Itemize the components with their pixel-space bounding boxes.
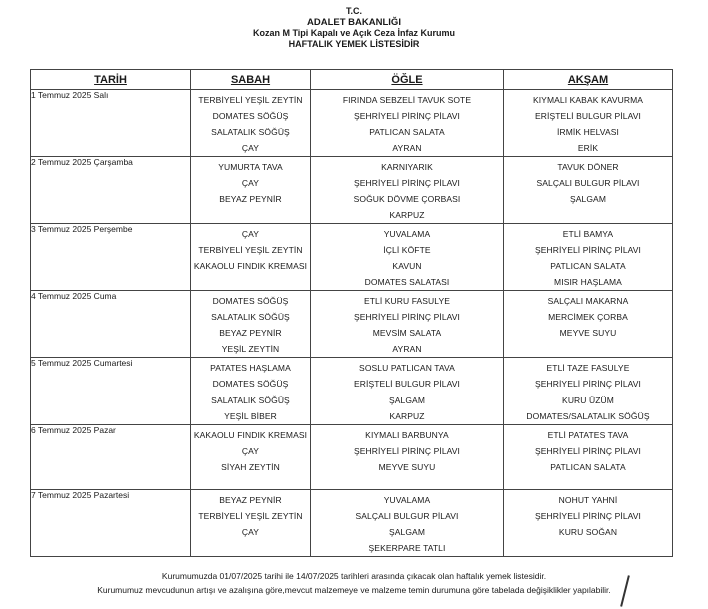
menu-item: KURU SOĞAN (558, 527, 618, 537)
menu-item: MERCİMEK ÇORBA (548, 312, 628, 322)
ogle-cell (311, 291, 504, 358)
table-row (31, 291, 673, 358)
menu-item: ŞEHRİYELİ PİRİNÇ PİLAVI (353, 111, 461, 121)
menu-item: KAKAOLU FINDIK KREMASI (193, 430, 308, 440)
menu-item: BEYAZ PEYNİR (219, 194, 282, 204)
header-institution: Kozan M Tipi Kapalı ve Açık Ceza İnfaz Kurumu (252, 28, 456, 38)
day-date: 5 Temmuz 2025 Cumartesi (31, 358, 191, 425)
menu-item: ÇAY (241, 143, 260, 153)
column-header-date: TARİH (31, 70, 191, 90)
menu-item: PATLICAN SALATA (550, 462, 626, 472)
table-row (31, 490, 673, 557)
table-row (31, 157, 673, 224)
menu-item: FIRINDA SEBZELİ TAVUK SOTE (342, 95, 472, 105)
menu-item: PATATES HAŞLAMA (210, 363, 291, 373)
menu-item: SOSLU PATLICAN TAVA (359, 363, 455, 373)
sabah-cell (191, 425, 311, 490)
column-header-aksam: AKŞAM (504, 70, 673, 90)
menu-item: DOMATES/SALATALIK SÖĞÜŞ (526, 411, 650, 421)
menu-item: TERBİYELİ YEŞİL ZEYTİN (198, 95, 303, 105)
menu-item: ERİŞTELİ BULGUR PİLAVI (354, 379, 460, 389)
menu-item: ŞEHRİYELİ PİRİNÇ PİLAVI (534, 446, 642, 456)
menu-item: NOHUT YAHNİ (558, 495, 618, 505)
menu-item: MEVSİM SALATA (372, 328, 442, 338)
menu-body (31, 90, 673, 557)
day-date: 6 Temmuz 2025 Pazar (31, 425, 191, 490)
menu-item: MISIR HAŞLAMA (554, 277, 622, 287)
menu-item: YUVALAMA (383, 495, 431, 505)
menu-item: SALÇALI MAKARNA (547, 296, 629, 306)
aksam-cell (504, 224, 673, 291)
table-row (31, 358, 673, 425)
menu-item: MEYVE SUYU (378, 462, 436, 472)
menu-item: ÇAY (241, 178, 260, 188)
menu-item: ERİŞTELİ BULGUR PİLAVI (535, 111, 641, 121)
menu-item: TERBİYELİ YEŞİL ZEYTİN (198, 511, 303, 521)
menu-item: MEYVE SUYU (559, 328, 617, 338)
ogle-cell (311, 157, 504, 224)
day-date: 4 Temmuz 2025 Cuma (31, 291, 191, 358)
menu-item: KARPUZ (389, 210, 425, 220)
menu-item: ŞEHRİYELİ PİRİNÇ PİLAVI (534, 245, 642, 255)
menu-item: KAKAOLU FINDIK KREMASI (193, 261, 308, 271)
menu-item: YEŞİL BİBER (224, 411, 277, 421)
menu-item: ŞEHRİYELİ PİRİNÇ PİLAVI (534, 511, 642, 521)
footer-note-changes: Kurumumuz mevcudunun artışı ve azalışına göre,mevcut malzemeye ve malzeme temin durumuna göre tabelada değişiklikler yapılabilir. (97, 585, 611, 595)
sabah-cell (191, 224, 311, 291)
header-line-tc: T.C. (345, 6, 362, 16)
menu-item: ŞEHRİYELİ PİRİNÇ PİLAVI (534, 379, 642, 389)
menu-item: KARPUZ (389, 411, 425, 421)
menu-item: YUVALAMA (383, 229, 431, 239)
menu-item: DOMATES SÖĞÜŞ (212, 296, 289, 306)
menu-item: SALÇALI BULGUR PİLAVI (355, 511, 459, 521)
day-date: 2 Temmuz 2025 Çarşamba (31, 157, 191, 224)
menu-item: SALATALIK SÖĞÜŞ (211, 395, 290, 405)
menu-item: SALATALIK SÖĞÜŞ (211, 127, 290, 137)
sabah-cell (191, 291, 311, 358)
aksam-cell (504, 425, 673, 490)
menu-item: KURU ÜZÜM (562, 395, 614, 405)
aksam-cell (504, 358, 673, 425)
ogle-cell (311, 490, 504, 557)
menu-item: ETLİ KURU FASULYE (363, 296, 451, 306)
menu-item: YUMURTA TAVA (218, 162, 283, 172)
menu-item: BEYAZ PEYNİR (219, 328, 282, 338)
day-date: 1 Temmuz 2025 Salı (31, 90, 191, 157)
weekly-menu-table (30, 69, 673, 557)
footer-note-dates: Kurumumuzda 01/07/2025 tarihi ile 14/07/2025 tarihleri arasında çıkacak olan haftalık yemek listesidir. (161, 571, 547, 581)
ogle-cell (311, 90, 504, 157)
menu-item: ŞALGAM (388, 395, 426, 405)
menu-item: PATLICAN SALATA (550, 261, 626, 271)
menu-item: ÇAY (241, 527, 260, 537)
document-header (0, 6, 708, 50)
ogle-cell (311, 358, 504, 425)
menu-item: SALÇALI BULGUR PİLAVI (536, 178, 640, 188)
menu-item: ŞEHRİYELİ PİRİNÇ PİLAVI (353, 446, 461, 456)
menu-item: AYRAN (392, 344, 422, 354)
header-ministry: ADALET BAKANLIĞI (307, 17, 401, 28)
menu-item: ERİK (577, 143, 599, 153)
menu-item: KARNIYARIK (381, 162, 433, 172)
menu-item: ÇAY (241, 229, 260, 239)
sabah-cell (191, 157, 311, 224)
menu-item: AYRAN (392, 143, 422, 153)
menu-item: İÇLİ KÖFTE (383, 245, 431, 255)
menu-item: ETLİ BAMYA (562, 229, 614, 239)
header-list-title: HAFTALIK YEMEK LİSTESİDİR (288, 39, 420, 49)
menu-item: İRMİK HELVASI (557, 127, 619, 137)
menu-item: ETLİ TAZE FASULYE (546, 363, 630, 373)
menu-item: TAVUK DÖNER (557, 162, 619, 172)
menu-item: KAVUN (392, 261, 422, 271)
menu-item: ÇAY (241, 446, 260, 456)
menu-item: KIYMALI KABAK KAVURMA (532, 95, 644, 105)
menu-item: ŞALGAM (388, 527, 426, 537)
sabah-cell (191, 490, 311, 557)
column-header-sabah: SABAH (191, 70, 311, 90)
menu-item: PATLICAN SALATA (369, 127, 445, 137)
menu-item: ETLİ PATATES TAVA (547, 430, 629, 440)
menu-item: DOMATES SÖĞÜŞ (212, 111, 289, 121)
menu-item: SALATALIK SÖĞÜŞ (211, 312, 290, 322)
menu-item: ŞEHRİYELİ PİRİNÇ PİLAVI (353, 178, 461, 188)
aksam-cell (504, 90, 673, 157)
sabah-cell (191, 358, 311, 425)
ogle-cell (311, 224, 504, 291)
table-header-row (31, 70, 673, 90)
menu-item: TERBİYELİ YEŞİL ZEYTİN (198, 245, 303, 255)
aksam-cell (504, 291, 673, 358)
day-date: 3 Temmuz 2025 Perşembe (31, 224, 191, 291)
table-row (31, 224, 673, 291)
menu-item: BEYAZ PEYNİR (219, 495, 282, 505)
table-row (31, 90, 673, 157)
day-date: 7 Temmuz 2025 Pazartesi (31, 490, 191, 557)
aksam-cell (504, 157, 673, 224)
column-header-ogle: ÖĞLE (311, 70, 504, 90)
menu-item: DOMATES SÖĞÜŞ (212, 379, 289, 389)
sabah-cell (191, 90, 311, 157)
menu-item: SOĞUK DÖVME ÇORBASI (353, 194, 461, 204)
menu-item: SİYAH ZEYTİN (221, 462, 280, 472)
menu-item: ŞEKERPARE TATLI (368, 543, 446, 553)
ogle-cell (311, 425, 504, 490)
menu-item: DOMATES SALATASI (364, 277, 450, 287)
menu-item: ŞALGAM (569, 194, 607, 204)
aksam-cell (504, 490, 673, 557)
menu-item: KIYMALI BARBUNYA (365, 430, 449, 440)
table-row (31, 425, 673, 490)
menu-item: ŞEHRİYELİ PİRİNÇ PİLAVI (353, 312, 461, 322)
menu-item: YEŞİL ZEYTİN (221, 344, 280, 354)
